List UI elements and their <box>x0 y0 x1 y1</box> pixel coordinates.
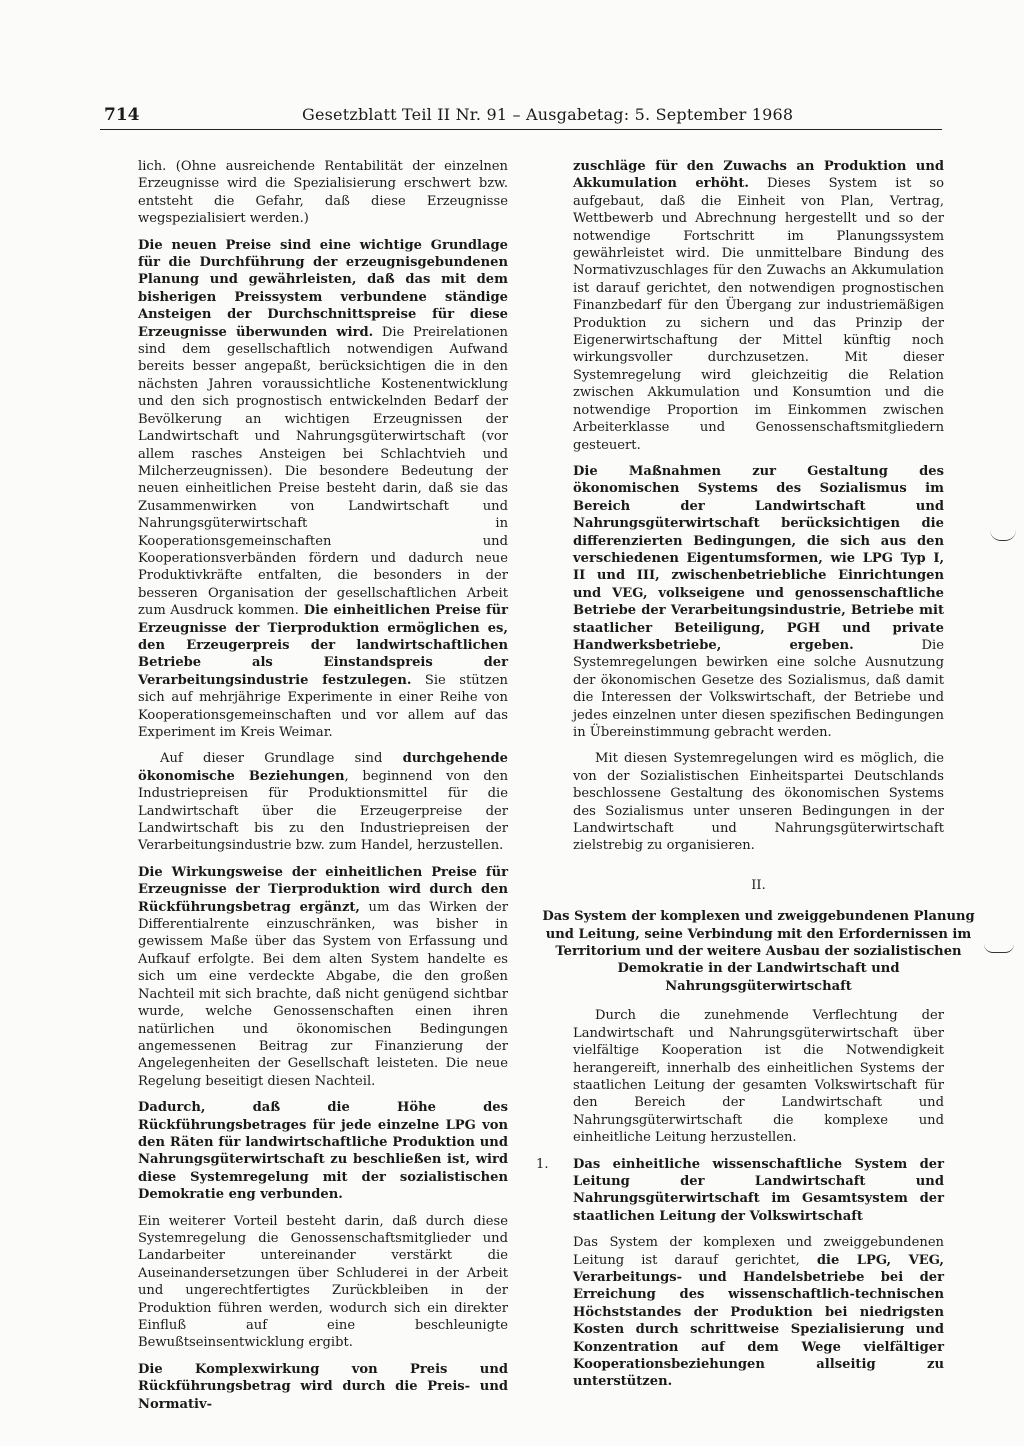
paragraph: Dadurch, daß die Höhe des Rückführungsbetrages für jede einzelne LPG von den Räten für landwirtschaftliche Produktion und Nahrungsgüterwirtschaft zu beschließen ist, wird diese Systemregelung mit der sozialistischen Demokratie eng verbunden. <box>138 1100 508 1203</box>
paragraph: Mit diesen Systemregelungen wird es möglich, die von der Sozialistischen Einheitspartei Deutschlands beschlossene Gestaltung des ökonomischen Systems des Sozialismus unter unseren Bedingungen in der Landwirtschaft und Nahrungsgüterwirtschaft zielstrebig zu organisieren. <box>573 751 944 854</box>
header-title: Gesetzblatt Teil II Nr. 91 – Ausgabetag: 5. September 1968 <box>302 105 794 124</box>
numbered-item <box>536 1156 944 1400</box>
left-column <box>138 158 508 1422</box>
item-heading: Das einheitliche wissenschaftliche System der Leitung der Landwirtschaft und Nahrungsgüterwirtschaft im Gesamtsystem der staatlichen Leitung der Volkswirtschaft <box>573 1156 944 1224</box>
paragraph: Durch die zunehmende Verflechtung der Landwirtschaft und Nahrungsgüterwirtschaft über vielfältige Kooperation ist die Notwendigkeit herangereift, innerhalb des einheitlichen Systems der staatlichen Leitung der gesamten Volkswirtschaft für den Bereich der Landwirtschaft und Nahrungsgüterwirtschaft die komplexe und einheitliche Leitung herzustellen. <box>573 1008 944 1146</box>
page-header <box>100 103 942 130</box>
paragraph: Ein weiterer Vorteil besteht darin, daß durch diese Systemregelung die Genossenschaftsmitglieder und Landarbeiter untereinander verstärkt die Auseinandersetzungen über Schluderei in der Arbeit und ungerechtfertigtes Zurückbleiben in der Produktion führen werden, wodurch sich ein direkter Einfluß auf eine beschleunigte Bewußtseinsentwicklung ergibt. <box>138 1213 508 1351</box>
right-column <box>536 158 975 1400</box>
margin-mark <box>990 530 1016 541</box>
paragraph: zuschläge für den Zuwachs an Produktion und Akkumulation erhöht. Dieses System ist so aufgebaut, daß die Einheit von Plan, Vertrag, Wettbewerb und Abrechnung hergestellt und so der notwendige Fortschritt im Planungssystem gewährleistet wird. Die unmittelbare Bindung des Normativzuschlages für den Zuwachs an Akkumulation ist darauf gerichtet, den notwendigen prognostischen Finanzbedarf für den Übergang zur industriemäßigen Produktion zu sichern und das Prinzip der Eigenerwirtschaftung der Mittel künftig noch wirkungsvoller durchzusetzen. Mit dieser Systemregelung wird gleichzeitig die Relation zwischen Akkumulation und Konsumtion und die notwendige Proportion im Einkommen zwischen Arbeiterklasse und Genossenschaftsmitgliedern gesteuert. <box>573 159 944 453</box>
paragraph: Die neuen Preise sind eine wichtige Grundlage für die Durchführung der erzeugnisgebundenen Planung und gewährleisten, daß das mit dem bisherigen Preissystem verbundene ständige Ansteigen der Durchschnittspreise für diese Erzeugnisse überwunden wird. Die Preirelationen sind dem gesellschaftlich notwendigen Aufwand bereits besser angepaßt, berücksichtigen die in den nächsten Jahren voraussichtliche Kostenentwicklung und den sich prognostisch entwickelnden Bedarf der Bevölkerung an wichtigen Erzeugnissen der Landwirtschaft und Nahrungsgüterwirtschaft (vor allem rasches Ansteigen bei Schlachtvieh und Milcherzeugnissen). Die besondere Bedeutung der neuen einheitlichen Preise besteht darin, daß sie das Zusammenwirken von Landwirtschaft und Nahrungsgüterwirtschaft in Kooperationsgemeinschaften und Kooperationsverbänden fördern und dadurch neue Produktivkräfte entfalten, die besonders in der besseren Organisation der gesellschaftlichen Arbeit zum Ausdruck kommen. Die einheitlichen Preise für Erzeugnisse der Tierproduktion ermöglichen es, den Erzeugerpreis der landwirtschaftlichen Betriebe als Einstandspreis der Verarbeitungsindustrie festzulegen. Sie stützen sich auf mehrjährige Experimente in einer Reihe von Kooperationsgemeinschaften und vor allem auf das Experiment im Kreis Weimar. <box>138 237 508 740</box>
paragraph: lich. (Ohne ausreichende Rentabilität der einzelnen Erzeugnisse wird die Spezialisierung erschwert bzw. entsteht die Gefahr, daß diese Erzeugnisse wegspezialisiert werden.) <box>138 159 508 227</box>
margin-mark <box>984 944 1014 953</box>
page-number: 714 <box>104 105 140 125</box>
paragraph: Die Wirkungsweise der einheitlichen Preise für Erzeugnisse der Tierproduktion wird durch den Rückführungsbetrag ergänzt, um das Wirken der Differentialrente einzuschränken, was bisher in gewissem Maße über das System von Erfassung und Aufkauf erfolgte. Bei dem alten System handelte es sich um eine verdeckte Abgabe, die den großen Nachteil mit sich brachte, daß nicht genügend sichtbar wurde, welche Genossenschaften einen ihren natürlichen und ökonomischen Bedingungen angemessenen Beitrag zur Finanzierung der Angelegenheiten der Gesellschaft leisteten. Die neue Regelung beseitigt diesen Nachteil. <box>138 864 508 1089</box>
section-number: II. <box>751 877 766 893</box>
paragraph: Die Komplexwirkung von Preis und Rückführungsbetrag wird durch die Preis- und Normativ- <box>138 1361 508 1412</box>
paragraph: Die Maßnahmen zur Gestaltung des ökonomischen Systems des Sozialismus im Bereich der Landwirtschaft und Nahrungsgüterwirtschaft berücksichtigen die differenzierten Bedingungen, die sich aus den verschiedenen Eigentumsformen, wie LPG Typ I, II und III, zwischenbetriebliche Einrichtungen und VEG, volkseigene und genossenschaftliche Betriebe der Verarbeitungsindustrie, Betriebe mit staatlicher Beteiligung, PGH und private Handwerksbetriebe, ergeben. Die Systemregelungen bewirken eine solche Ausnutzung der ökonomischen Gesetze des Sozialismus, daß damit die Interessen der Volkswirtschaft, der Betriebe und jedes einzelnen unter diesen spezifischen Bedingungen in Übereinstimmung gebracht werden. <box>573 463 944 740</box>
paragraph: Das System der komplexen und zweiggebundenen Leitung ist darauf gerichtet, die LPG, VEG, Verarbeitungs- und Handelsbetriebe bei der Erreichung des wissenschaftlich-technischen Höchststandes der Produktion bei niedrigsten Kosten durch schrittweise Spezialisierung und Konzentration auf dem Wege vielfältiger Kooperationsbeziehungen allseitig zu unterstützen. <box>573 1235 944 1390</box>
paragraph: Auf dieser Grundlage sind durchgehende ökonomische Beziehungen, beginnend von den Industriepreisen für Produktionsmittel für die Landwirtschaft über die Erzeugerpreise der Landwirtschaft bis zu den Industriepreisen der Verarbeitungsindustrie bzw. zum Handel, herzustellen. <box>138 751 508 854</box>
section-heading: Das System der komplexen und zweiggebundenen Planung und Leitung, seine Verbindung mit den Erfordernissen im Territorium und der weitere Ausbau der sozialistischen Demokratie in der Landwirtschaft und Nahrungsgüterwirtschaft <box>542 909 975 994</box>
item-number: 1. <box>536 1156 549 1172</box>
